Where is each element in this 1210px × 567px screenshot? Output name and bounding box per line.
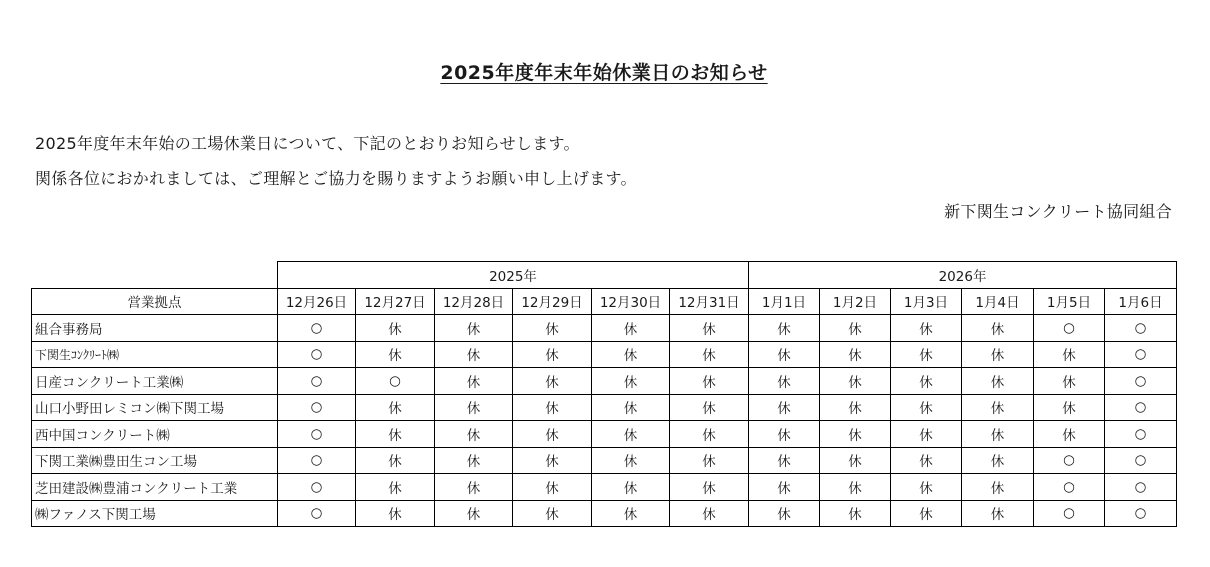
date-header: 12月29日 — [513, 288, 592, 315]
day-status: ○ — [278, 474, 356, 501]
day-status: 休 — [749, 368, 820, 395]
site-name: 日産コンクリート工業㈱ — [32, 368, 278, 395]
day-status: 休 — [962, 500, 1034, 527]
intro-line-2: 関係各位におかれましては、ご理解とご協力を賜りますようお願い申し上げます。 — [35, 169, 637, 188]
day-status: 休 — [749, 341, 820, 368]
table-row — [32, 394, 1177, 421]
day-status: 休 — [592, 315, 670, 342]
day-status: 休 — [670, 341, 749, 368]
day-status: ○ — [1105, 447, 1177, 474]
date-header: 1月6日 — [1105, 288, 1177, 315]
day-status: ○ — [1105, 500, 1177, 527]
day-status: ○ — [278, 368, 356, 395]
day-status: 休 — [962, 394, 1034, 421]
date-header: 12月30日 — [592, 288, 670, 315]
day-status: 休 — [962, 341, 1034, 368]
day-status: 休 — [1034, 368, 1105, 395]
intro-line-1: 2025年度年末年始の工場休業日について、下記のとおりお知らせします。 — [35, 134, 580, 153]
day-status: 休 — [435, 474, 513, 501]
day-status: ○ — [1105, 394, 1177, 421]
day-status: 休 — [670, 315, 749, 342]
day-status: 休 — [513, 394, 592, 421]
day-status: 休 — [891, 421, 962, 448]
notice-title: 2025年度年末年始休業日のお知らせ — [440, 62, 768, 84]
day-status: 休 — [891, 394, 962, 421]
day-status: 休 — [435, 315, 513, 342]
day-status: 休 — [513, 500, 592, 527]
day-status: 休 — [513, 368, 592, 395]
year-header-2026: 2026年 — [749, 262, 1177, 289]
day-status: 休 — [513, 474, 592, 501]
date-header: 12月27日 — [356, 288, 435, 315]
day-status: 休 — [592, 394, 670, 421]
day-status: 休 — [962, 315, 1034, 342]
day-status: 休 — [820, 447, 891, 474]
day-status: 休 — [749, 394, 820, 421]
day-status: ○ — [1105, 421, 1177, 448]
day-status: 休 — [592, 500, 670, 527]
site-name: 下関生ｺﾝｸﾘｰﾄ㈱ — [32, 341, 278, 368]
day-status: ○ — [1105, 341, 1177, 368]
day-status: 休 — [513, 315, 592, 342]
day-status: 休 — [513, 421, 592, 448]
day-status: 休 — [670, 447, 749, 474]
site-name: 西中国コンクリート㈱ — [32, 421, 278, 448]
day-status: 休 — [820, 421, 891, 448]
day-status: 休 — [670, 394, 749, 421]
day-status: 休 — [891, 447, 962, 474]
day-status: ○ — [1034, 474, 1105, 501]
day-status: 休 — [356, 315, 435, 342]
day-status: 休 — [513, 447, 592, 474]
day-status: 休 — [749, 474, 820, 501]
day-status: ○ — [356, 368, 435, 395]
day-status: ○ — [278, 394, 356, 421]
site-column-header: 営業拠点 — [32, 288, 278, 315]
table-row — [32, 368, 1177, 395]
day-status: 休 — [356, 394, 435, 421]
day-status: 休 — [592, 447, 670, 474]
site-name: 下関工業㈱豊田生コン工場 — [32, 447, 278, 474]
day-status: ○ — [1105, 368, 1177, 395]
table-row — [32, 474, 1177, 501]
day-status: 休 — [820, 394, 891, 421]
date-header: 1月4日 — [962, 288, 1034, 315]
date-header: 12月31日 — [670, 288, 749, 315]
date-header: 1月2日 — [820, 288, 891, 315]
day-status: 休 — [891, 368, 962, 395]
day-status: 休 — [891, 500, 962, 527]
day-status: 休 — [749, 421, 820, 448]
organization-name: 新下関生コンクリート協同組合 — [944, 202, 1172, 221]
day-status: 休 — [820, 315, 891, 342]
day-status: 休 — [749, 500, 820, 527]
day-status: 休 — [592, 474, 670, 501]
day-status: 休 — [670, 368, 749, 395]
day-status: 休 — [820, 500, 891, 527]
day-status: 休 — [592, 341, 670, 368]
day-status: 休 — [820, 368, 891, 395]
day-status: ○ — [1034, 315, 1105, 342]
table-row — [32, 500, 1177, 527]
day-status: 休 — [356, 341, 435, 368]
day-status: 休 — [435, 447, 513, 474]
day-status: ○ — [278, 500, 356, 527]
day-status: 休 — [749, 315, 820, 342]
table-row — [32, 341, 1177, 368]
day-status: 休 — [820, 474, 891, 501]
day-status: 休 — [435, 394, 513, 421]
table-row — [32, 421, 1177, 448]
day-status: ○ — [278, 421, 356, 448]
table-row — [32, 447, 1177, 474]
day-status: 休 — [1034, 421, 1105, 448]
blank-corner-cell — [32, 262, 278, 289]
day-status: ○ — [278, 315, 356, 342]
day-status: 休 — [356, 447, 435, 474]
holiday-schedule-table — [31, 261, 1177, 527]
day-status: 休 — [962, 421, 1034, 448]
day-status: 休 — [749, 447, 820, 474]
date-header: 1月1日 — [749, 288, 820, 315]
table-row — [32, 315, 1177, 342]
day-status: ○ — [278, 341, 356, 368]
day-status: 休 — [962, 474, 1034, 501]
day-status: 休 — [670, 500, 749, 527]
day-status: ○ — [1105, 474, 1177, 501]
day-status: 休 — [670, 421, 749, 448]
day-status: 休 — [1034, 394, 1105, 421]
day-status: 休 — [891, 474, 962, 501]
date-header: 1月5日 — [1034, 288, 1105, 315]
day-status: ○ — [278, 447, 356, 474]
day-status: 休 — [962, 368, 1034, 395]
day-status: 休 — [435, 341, 513, 368]
day-status: 休 — [891, 315, 962, 342]
date-header-row — [32, 288, 1177, 315]
day-status: 休 — [670, 474, 749, 501]
date-header: 12月28日 — [435, 288, 513, 315]
day-status: ○ — [1034, 500, 1105, 527]
day-status: 休 — [356, 500, 435, 527]
day-status: 休 — [435, 368, 513, 395]
site-name: 山口小野田レミコン㈱下関工場 — [32, 394, 278, 421]
day-status: 休 — [962, 447, 1034, 474]
site-name: ㈱ファノス下関工場 — [32, 500, 278, 527]
date-header: 1月3日 — [891, 288, 962, 315]
day-status: ○ — [1105, 315, 1177, 342]
day-status: 休 — [592, 368, 670, 395]
date-header: 12月26日 — [278, 288, 356, 315]
day-status: 休 — [435, 421, 513, 448]
year-header-2025: 2025年 — [278, 262, 749, 289]
day-status: 休 — [356, 421, 435, 448]
site-name: 組合事務局 — [32, 315, 278, 342]
day-status: 休 — [435, 500, 513, 527]
day-status: ○ — [1034, 447, 1105, 474]
day-status: 休 — [356, 474, 435, 501]
day-status: 休 — [513, 341, 592, 368]
day-status: 休 — [1034, 341, 1105, 368]
day-status: 休 — [820, 341, 891, 368]
site-name: 芝田建設㈱豊浦コンクリート工業 — [32, 474, 278, 501]
day-status: 休 — [891, 341, 962, 368]
day-status: 休 — [592, 421, 670, 448]
year-header-row — [32, 262, 1177, 289]
